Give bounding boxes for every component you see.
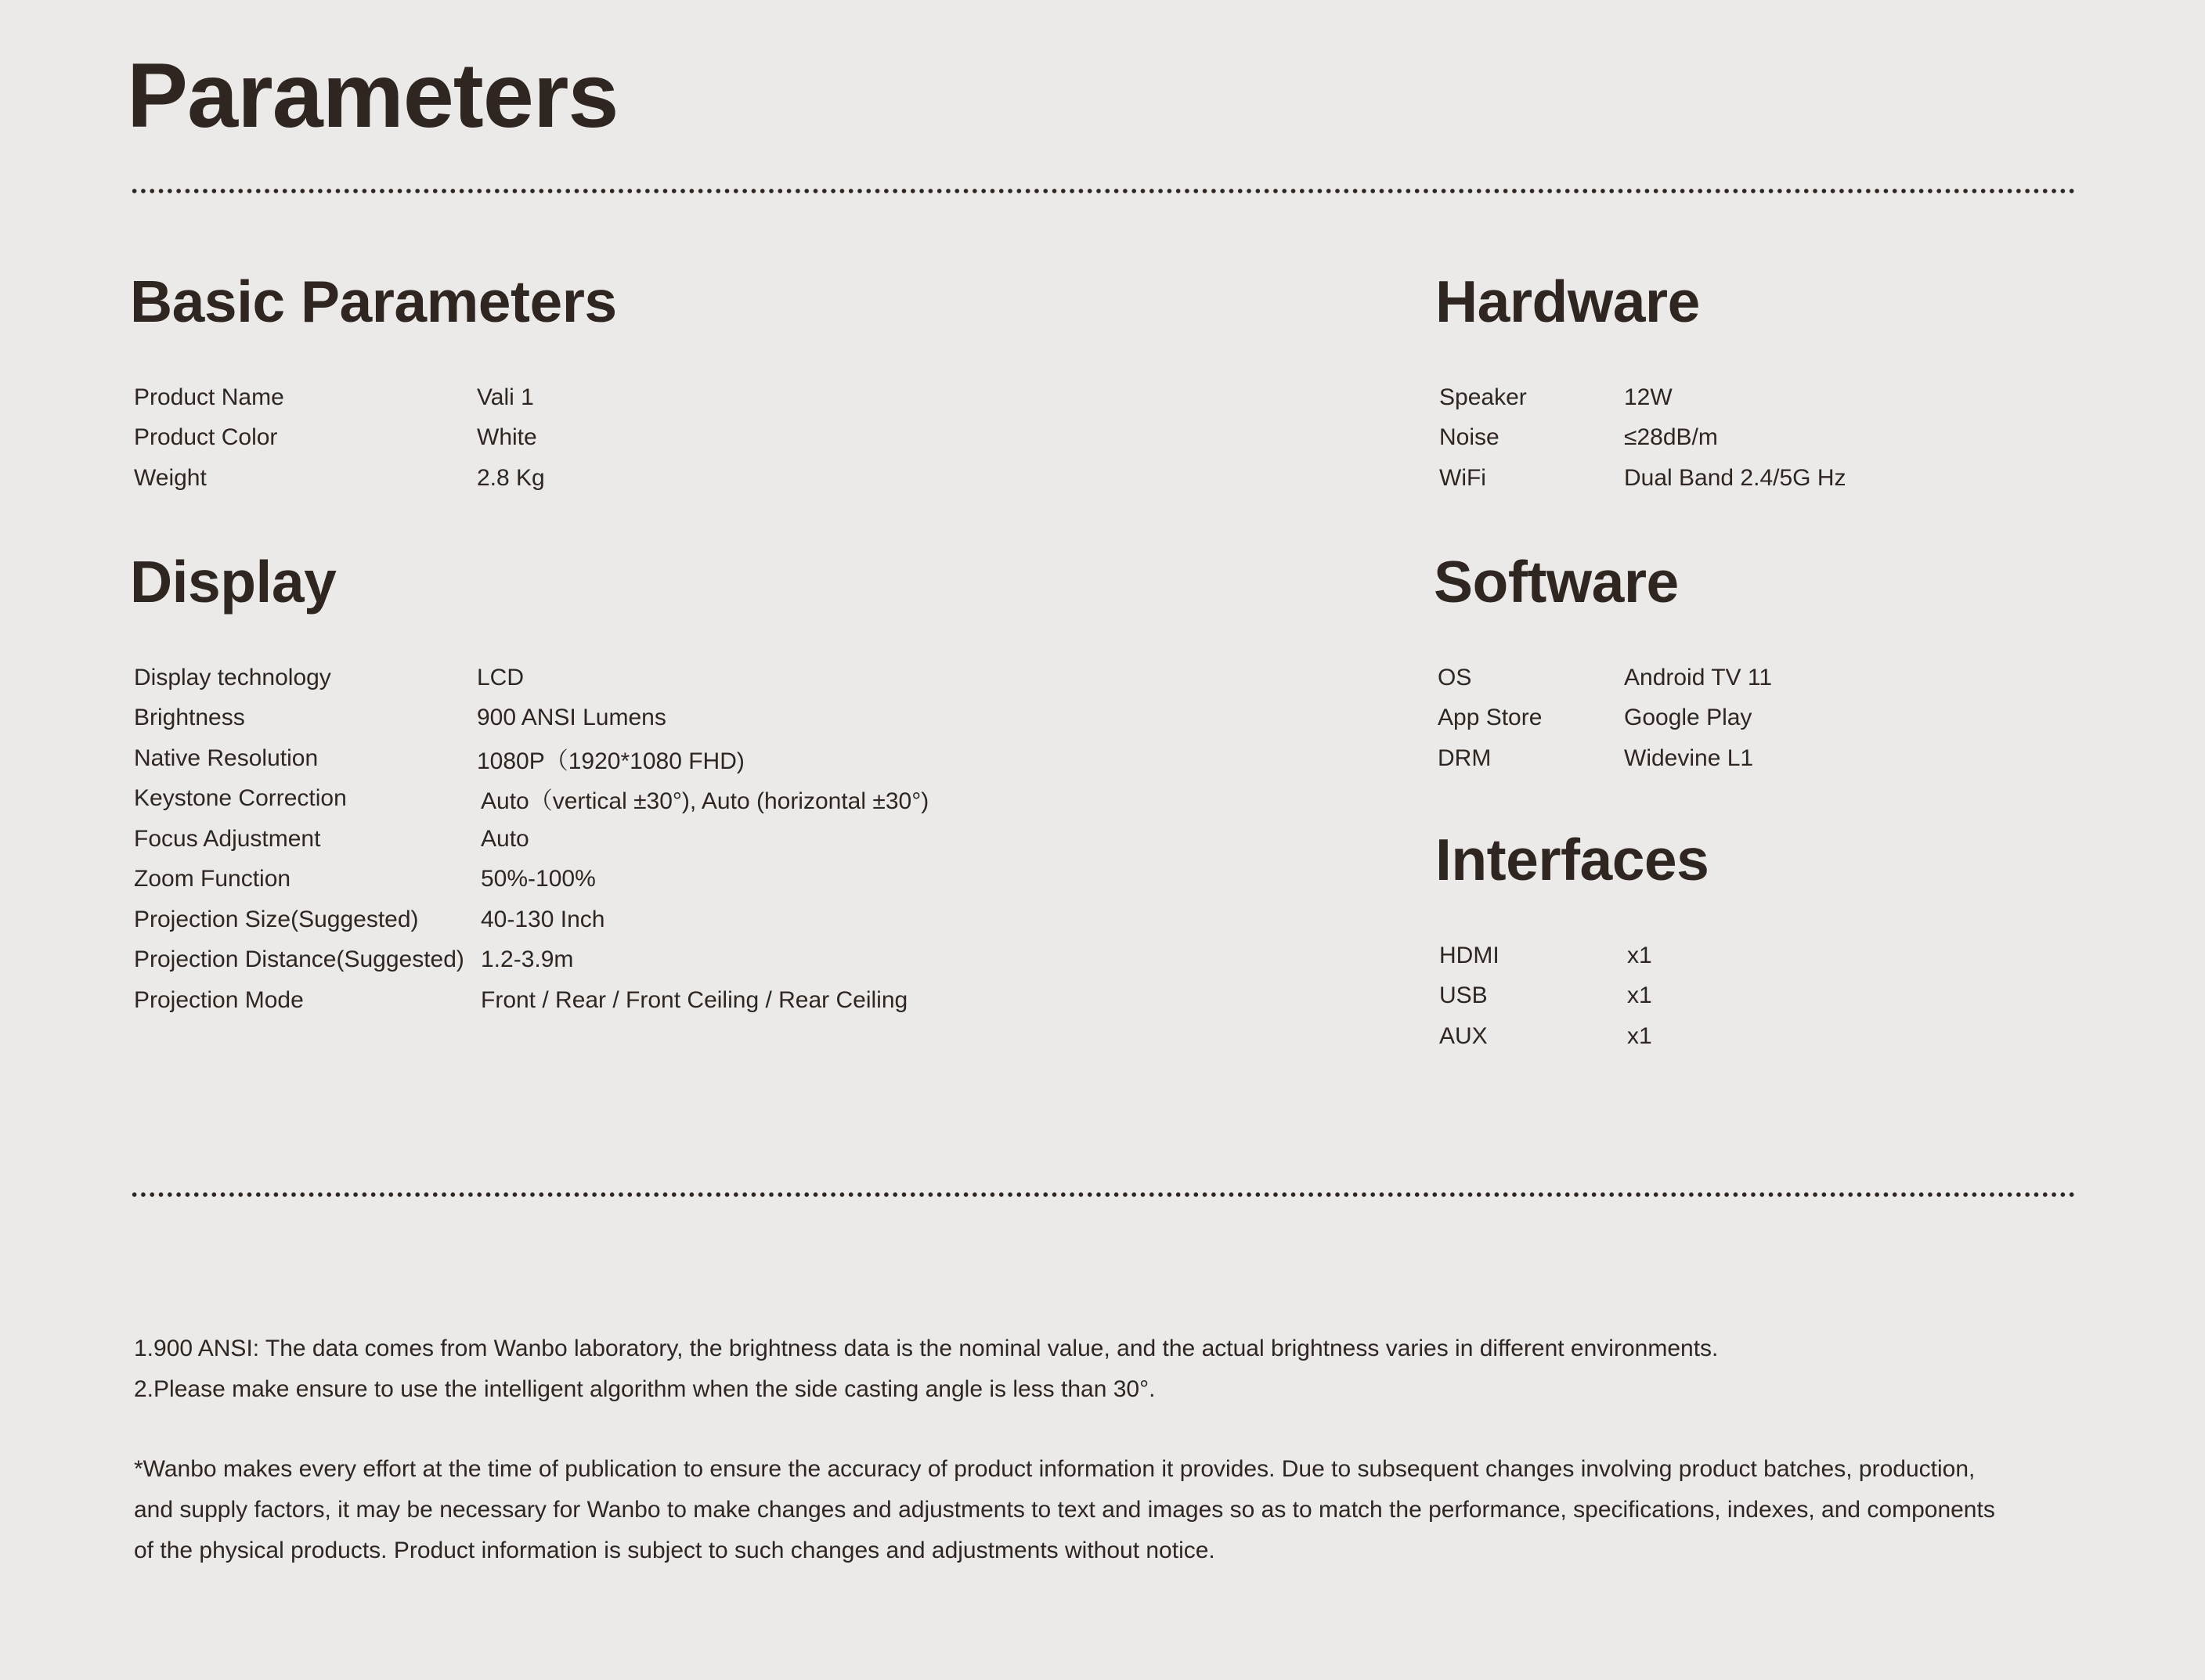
param-label: Focus Adjustment [134, 825, 321, 852]
param-value: LCD [477, 664, 525, 690]
param-label: DRM [1438, 744, 1492, 771]
param-label: App Store [1438, 705, 1543, 731]
display-list [130, 658, 929, 1021]
disclaimer-line-1: *Wanbo makes every effort at the time of publication to ensure the accuracy of product information it provides. Due to subsequent changes involving product batches, production, [134, 1456, 1976, 1482]
param-value: White [477, 424, 537, 451]
param-value: 12W [1624, 384, 1673, 410]
param-label: Native Resolution [134, 744, 319, 771]
param-label: OS [1438, 664, 1472, 690]
param-row-wifi [1435, 458, 1846, 499]
param-label: AUX [1439, 1022, 1488, 1049]
footnote-2: 2.Please make ensure to use the intelligent algorithm when the side casting angle is less than 30°. [134, 1376, 1156, 1402]
param-label: Display technology [134, 664, 331, 690]
basic-parameters-list [130, 377, 617, 499]
param-label: Weight [134, 464, 207, 491]
param-label: Projection Mode [134, 986, 304, 1013]
param-row-usb [1435, 976, 1709, 1017]
param-row-display-technology [130, 658, 929, 698]
param-row-brightness [130, 698, 929, 739]
section-title-basic: Basic Parameters [130, 269, 617, 334]
hardware-section [1435, 266, 1846, 499]
param-label: Zoom Function [134, 866, 291, 892]
interfaces-section [1435, 824, 1709, 1057]
param-value: ≤28dB/m [1624, 424, 1718, 451]
param-label: Brightness [134, 705, 245, 731]
param-row-noise [1435, 418, 1846, 459]
param-value: 40-130 Inch [481, 906, 605, 932]
param-label: Product Name [134, 384, 284, 410]
interfaces-list [1435, 936, 1709, 1057]
param-label: Projection Size(Suggested) [134, 906, 419, 932]
param-row-speaker [1435, 377, 1846, 418]
param-value: x1 [1627, 982, 1652, 1009]
param-row-product-name [130, 377, 617, 418]
param-row-zoom-function [130, 860, 929, 900]
param-value: 2.8 Kg [477, 464, 545, 491]
param-row-keystone-correction [130, 779, 929, 820]
param-label: WiFi [1439, 464, 1486, 491]
param-value: x1 [1627, 942, 1652, 968]
param-row-drm [1434, 738, 1772, 779]
disclaimer-line-3: of the physical products. Product information is subject to such changes and adjustments without notice. [134, 1538, 1215, 1563]
param-row-hdmi [1435, 936, 1709, 976]
param-value: Dual Band 2.4/5G Hz [1624, 464, 1846, 491]
param-row-aux [1435, 1016, 1709, 1057]
top-divider [130, 188, 2075, 194]
display-section [130, 546, 929, 1021]
param-value: 1080P（1920*1080 FHD) [477, 748, 745, 774]
param-value: Auto（vertical ±30°), Auto (horizontal ±30°) [481, 788, 929, 815]
param-row-projection-distance [130, 940, 929, 981]
param-value: 900 ANSI Lumens [477, 705, 666, 731]
param-row-os [1434, 658, 1772, 698]
hardware-list [1435, 377, 1846, 499]
section-title-interfaces: Interfaces [1435, 827, 1709, 892]
param-label: HDMI [1439, 942, 1499, 968]
param-value: 1.2-3.9m [481, 946, 574, 973]
param-row-weight [130, 458, 617, 499]
param-value: Auto [481, 825, 529, 852]
param-value: Google Play [1624, 705, 1752, 731]
param-value: x1 [1627, 1022, 1652, 1049]
bottom-divider [130, 1192, 2075, 1198]
param-value: Widevine L1 [1624, 744, 1754, 771]
param-row-focus-adjustment [130, 819, 929, 860]
footnotes [134, 1328, 2052, 1571]
section-title-hardware: Hardware [1435, 269, 1700, 334]
footnote-1: 1.900 ANSI: The data comes from Wanbo laboratory, the brightness data is the nominal value, and the actual brightness varies in different environments. [134, 1336, 1719, 1361]
param-label: Noise [1439, 424, 1499, 451]
section-title-software: Software [1434, 549, 1679, 615]
param-row-projection-mode [130, 980, 929, 1021]
section-title-display: Display [130, 549, 337, 615]
param-value: Vali 1 [477, 384, 534, 410]
param-row-app-store [1434, 698, 1772, 739]
param-label: USB [1439, 982, 1488, 1009]
basic-parameters-section [130, 266, 617, 499]
param-row-projection-size [130, 899, 929, 940]
param-label: Product Color [134, 424, 278, 451]
param-label: Keystone Correction [134, 785, 347, 812]
page-title: Parameters [127, 44, 619, 146]
software-list [1434, 658, 1772, 779]
param-label: Projection Distance(Suggested) [134, 946, 464, 973]
param-value: Android TV 11 [1624, 664, 1773, 690]
param-label: Speaker [1439, 384, 1527, 410]
param-row-product-color [130, 418, 617, 459]
disclaimer [134, 1449, 2052, 1571]
software-section [1434, 546, 1772, 779]
param-row-native-resolution [130, 738, 929, 779]
disclaimer-line-2: and supply factors, it may be necessary for Wanbo to make changes and adjustments to text and images so as to match the performance, specifications, indexes, and components [134, 1497, 1995, 1523]
param-value: 50%-100% [481, 866, 596, 892]
param-value: Front / Rear / Front Ceiling / Rear Ceiling [481, 986, 908, 1013]
